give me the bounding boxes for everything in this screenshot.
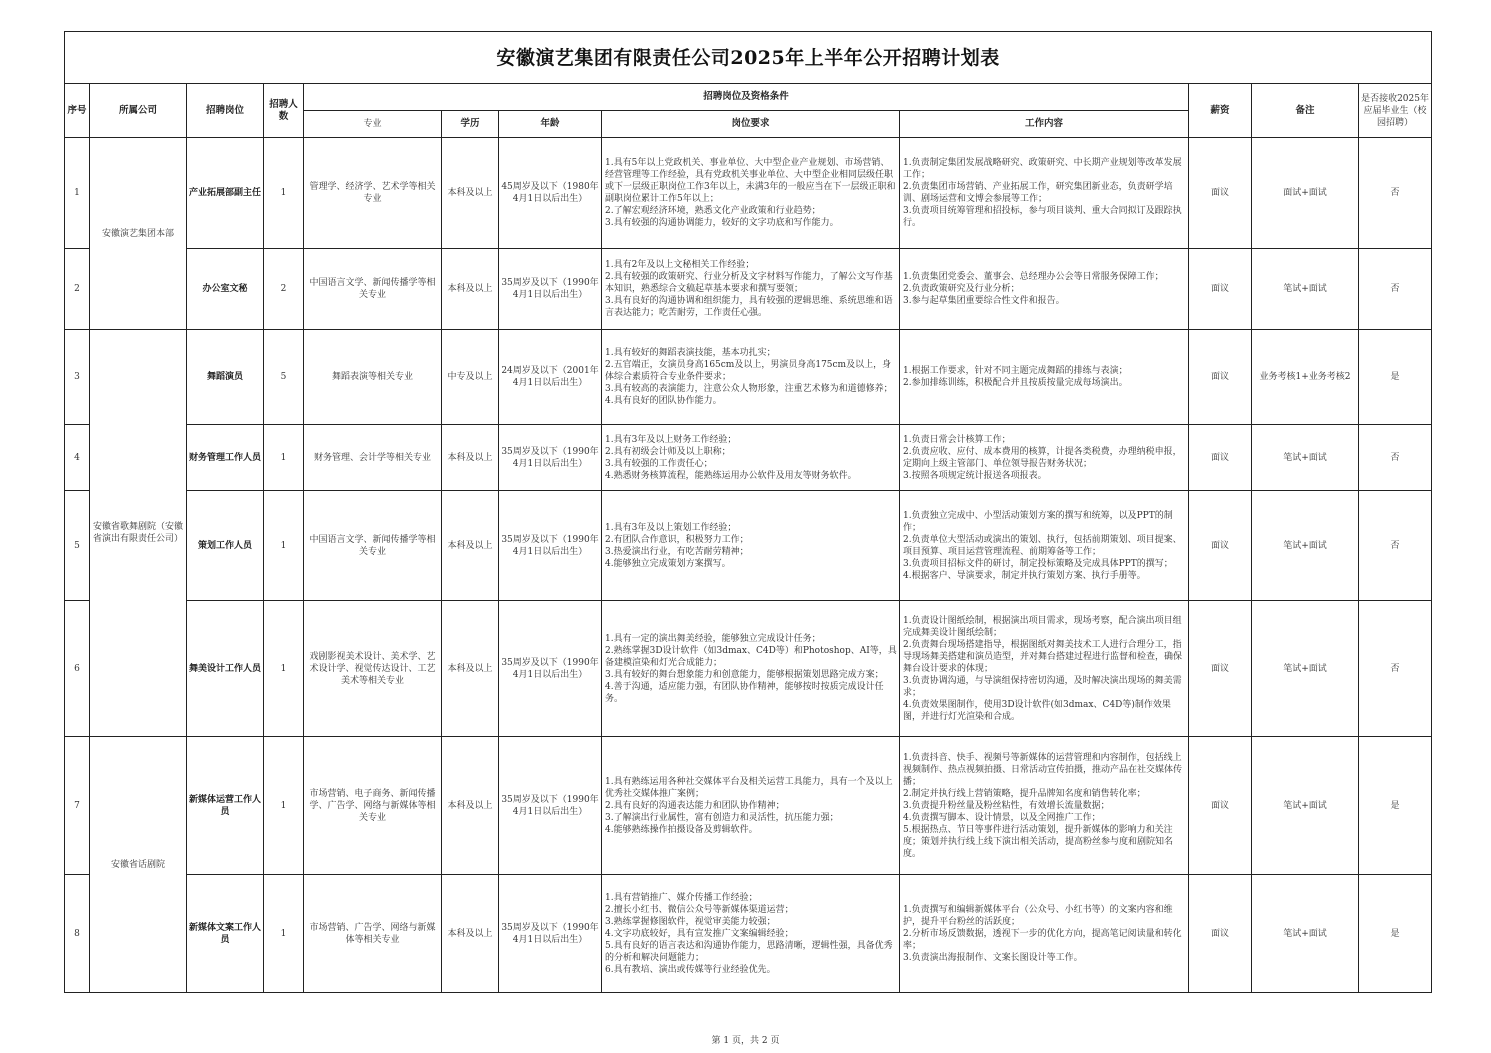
header-graduates: 是否接收2025年应届毕业生（校园招聘） (1359, 84, 1432, 138)
cell-education: 本科及以上 (442, 138, 499, 249)
requirement-line: 4.能够独立完成策划方案撰写。 (605, 558, 731, 569)
cell-salary: 面议 (1189, 425, 1252, 491)
cell-seq: 4 (65, 425, 90, 491)
header-major: 专业 (304, 111, 442, 138)
table-row (65, 138, 1432, 249)
requirement-line: 1.具有3年及以上财务工作经验； (605, 434, 737, 445)
cell-graduates: 是 (1359, 737, 1432, 875)
requirement-line: 3.具有较强的沟通协调能力，较好的文字功底和写作能力。 (605, 218, 839, 228)
cell-education: 本科及以上 (442, 249, 499, 330)
cell-age: 35周岁及以下（1990年4月1日以后出生） (499, 491, 602, 601)
cell-major: 中国语言文学、新闻传播学等相关专业 (304, 491, 442, 601)
cell-graduates: 是 (1359, 330, 1432, 425)
cell-requirements (602, 491, 900, 601)
cell-major: 管理学、经济学、艺术学等相关专业 (304, 138, 442, 249)
duty-line: 3.负责提升粉丝量及粉丝粘性，有效增长流量数据； (903, 800, 1110, 811)
cell-major: 戏剧影视美术设计、美术学、艺术设计学、视觉传达设计、工艺美术等相关专业 (304, 601, 442, 737)
table-row (65, 491, 1432, 601)
cell-graduates: 否 (1359, 491, 1432, 601)
cell-salary: 面议 (1189, 330, 1252, 425)
requirement-line: 4.善于沟通，适应能力强，有团队协作精神，能够按时按质完成设计任务。 (605, 681, 884, 704)
cell-major: 财务管理、会计学等相关专业 (304, 425, 442, 491)
duty-line: 2.负责集团市场营销、产业拓展工作，研究集团新业态，负责研学培训、剧场运营和文博会参展等工作； (903, 182, 1173, 204)
duty-line: 2.参加排练训练，积极配合并且按质按量完成每场演出。 (903, 378, 1128, 388)
table-row (65, 737, 1432, 875)
duty-line: 1.根据工作要求，针对不同主题完成舞蹈的排练与表演； (903, 366, 1128, 376)
cell-seq: 5 (65, 491, 90, 601)
duty-line: 1.负责制定集团发展战略研究、政策研究、中长期产业规划等改革发展工作； (903, 158, 1182, 180)
cell-salary: 面议 (1189, 249, 1252, 330)
duty-line: 1.负责日常会计核算工作； (903, 434, 1011, 445)
cell-requirements (602, 875, 900, 993)
header-duties: 工作内容 (900, 111, 1189, 138)
cell-position: 新媒体运营工作人员 (187, 737, 264, 875)
cell-requirements (602, 425, 900, 491)
cell-education: 本科及以上 (442, 737, 499, 875)
table-row (65, 601, 1432, 737)
requirement-line: 1.具有营销推广、媒介传播工作经验； (605, 892, 758, 903)
cell-requirements (602, 138, 900, 249)
cell-position: 办公室文秘 (187, 249, 264, 330)
requirement-line: 2.了解宏观经济环境，熟悉文化产业政策和行业趋势； (605, 206, 821, 216)
requirement-line: 1.具有一定的演出舞美经验，能够独立完成设计任务； (605, 633, 821, 644)
requirement-line: 2.具有初级会计师及以上职称； (605, 446, 731, 457)
table-row (65, 249, 1432, 330)
cell-graduates: 是 (1359, 875, 1432, 993)
cell-duties (900, 491, 1189, 601)
page-footer: 第 1 页，共 2 页 (711, 1036, 780, 1046)
cell-requirements (602, 737, 900, 875)
duty-line: 3.负责协调沟通，与导演组保持密切沟通，及时解决演出现场的舞美需求； (903, 675, 1182, 698)
cell-requirements (602, 330, 900, 425)
cell-duties (900, 875, 1189, 993)
cell-duties (900, 425, 1189, 491)
page-title: 安徽演艺集团有限责任公司2025年上半年公开招聘计划表 (65, 32, 1432, 84)
cell-duties (900, 737, 1189, 875)
cell-major: 市场营销、广告学、网络与新媒体等相关专业 (304, 875, 442, 993)
duty-line: 4.负责撰写脚本、设计情景，以及全网推广工作； (903, 812, 1101, 823)
header-conditions-group: 招聘岗位及资格条件 (304, 84, 1189, 111)
cell-duties (900, 601, 1189, 737)
duty-line: 5.根据热点、节日等事件进行活动策划，提升新媒体的影响力和关注度；策划并执行线上线下演出相关活动，提高粉丝参与度和剧院知名度。 (903, 824, 1174, 859)
requirement-line: 3.了解演出行业属性，富有创造力和灵活性，抗压能力强； (605, 812, 839, 823)
requirement-line: 1.具有5年以上党政机关、事业单位、大中型企业产业规划、市场营销、经营管理等工作经验，具有党政机关事业单位、大中型企业相同层级任职或下一层级正职岗位工作3年以上，未满3年的一般应当在下一层级正职和副职岗位累计工作5年以上； (605, 158, 896, 204)
cell-duties (900, 249, 1189, 330)
cell-duties (900, 138, 1189, 249)
requirement-line: 4.文字功底较好，具有宣发推广文案编辑经验； (605, 928, 794, 939)
cell-duties (900, 330, 1189, 425)
duty-line: 3.负责演出海报制作、文案长图设计等工作。 (903, 952, 1083, 963)
requirement-line: 2.五官端正，女演员身高165cm及以上，男演员身高175cm及以上，身体综合素质符合专业条件要求； (605, 360, 892, 382)
duty-line: 2.分析市场反馈数据，透视下一步的优化方向，提高笔记阅读量和转化率； (903, 928, 1182, 951)
cell-count: 1 (264, 425, 304, 491)
duty-line: 3.负责项目统筹管理和招投标，参与项目谈判、重大合同拟订及跟踪执行。 (903, 206, 1182, 228)
duty-line: 4.负责效果图制作，使用3D设计软件(如3dmax、C4D等)制作效果图，并进行灯光渲染和合成。 (903, 699, 1171, 722)
table-row (65, 425, 1432, 491)
requirement-line: 1.具有3年及以上策划工作经验； (605, 522, 737, 533)
cell-position: 策划工作人员 (187, 491, 264, 601)
requirement-line: 1.具有2年及以上文秘相关工作经验； (605, 260, 755, 270)
cell-seq: 2 (65, 249, 90, 330)
cell-education: 中专及以上 (442, 330, 499, 425)
cell-remarks: 笔试+面试 (1252, 491, 1359, 601)
cell-remarks: 笔试+面试 (1252, 737, 1359, 875)
requirement-line: 3.具有较高的表演能力，注意公众人物形象，注重艺术修为和道德修养； (605, 384, 893, 394)
duty-line: 1.负责设计图纸绘制，根据演出项目需求，现场考察，配合演出项目组完成舞美设计图纸绘制； (903, 615, 1182, 638)
duty-line: 3.负责项目招标文件的研讨，制定投标策略及完成具体PPT的撰写； (903, 558, 1173, 569)
cell-age: 35周岁及以下（1990年4月1日以后出生） (499, 249, 602, 330)
duty-line: 4.根据客户、导演要求，制定并执行策划方案、执行手册等。 (903, 570, 1146, 581)
cell-count: 1 (264, 601, 304, 737)
cell-graduates: 否 (1359, 138, 1432, 249)
cell-major: 舞蹈表演等相关专业 (304, 330, 442, 425)
duty-line: 3.按照各项规定统计报送各项报表。 (903, 470, 1047, 481)
cell-company: 安徽省歌舞剧院（安徽省演出有限责任公司） (90, 330, 187, 737)
duty-line: 1.负责独立完成中、小型活动策划方案的撰写和统筹，以及PPT的制作； (903, 510, 1173, 533)
duty-line: 1.负责集团党委会、董事会、总经理办公会等日常服务保障工作； (903, 272, 1164, 282)
duty-line: 2.制定并执行线上营销策略，提升品牌知名度和销售转化率； (903, 788, 1146, 799)
cell-position: 产业拓展部副主任 (187, 138, 264, 249)
requirement-line: 2.具有较强的政策研究、行业分析及文字材料写作能力，了解公文写作基本知识，熟悉综合文稿起草基本要求和撰写要领； (605, 272, 893, 294)
cell-age: 35周岁及以下（1990年4月1日以后出生） (499, 875, 602, 993)
cell-salary: 面议 (1189, 737, 1252, 875)
requirement-line: 4.能够熟练操作拍摄设备及剪辑软件。 (605, 824, 758, 835)
requirement-line: 4.具有良好的团队协作能力。 (605, 396, 722, 406)
cell-position: 舞美设计工作人员 (187, 601, 264, 737)
cell-count: 1 (264, 491, 304, 601)
cell-age: 35周岁及以下（1990年4月1日以后出生） (499, 737, 602, 875)
cell-education: 本科及以上 (442, 875, 499, 993)
cell-company: 安徽省话剧院 (90, 737, 187, 993)
duty-line: 3.参与起草集团重要综合性文件和报告。 (903, 296, 1065, 306)
duty-line: 1.负责撰写和编辑新媒体平台（公众号、小红书等）的文案内容和维护，提升平台粉丝的活跃度； (903, 904, 1173, 927)
cell-graduates: 否 (1359, 249, 1432, 330)
cell-seq: 3 (65, 330, 90, 425)
cell-education: 本科及以上 (442, 601, 499, 737)
requirement-line: 3.热爱演出行业，有吃苦耐劳精神； (605, 546, 749, 557)
requirement-line: 1.具有熟练运用各种社交媒体平台及相关运营工具能力，具有一个及以上优秀社交媒体推广案例； (605, 776, 893, 799)
cell-seq: 6 (65, 601, 90, 737)
cell-graduates: 否 (1359, 601, 1432, 737)
cell-remarks: 笔试+面试 (1252, 425, 1359, 491)
requirement-line: 4.熟悉财务核算流程，能熟练运用办公软件及用友等财务软件。 (605, 470, 857, 481)
cell-seq: 1 (65, 138, 90, 249)
cell-remarks: 面试+面试 (1252, 138, 1359, 249)
requirement-line: 3.熟练掌握修图软件，视觉审美能力较强； (605, 916, 776, 927)
header-count: 招聘人数 (264, 84, 304, 138)
cell-salary: 面议 (1189, 875, 1252, 993)
duty-line: 2.负责应收、应付、成本费用的核算，计提各类税费，办理纳税申报，定期向上级主管部门、单位领导报告财务状况； (903, 446, 1182, 469)
cell-age: 24周岁及以下（2001年4月1日以后出生） (499, 330, 602, 425)
cell-remarks: 业务考核1+业务考核2 (1252, 330, 1359, 425)
header-company: 所属公司 (90, 84, 187, 138)
cell-position: 舞蹈演员 (187, 330, 264, 425)
duty-line: 2.负责舞台现场搭建指导，根据图纸对舞美技术工人进行合理分工，指导现场舞美搭建和演员造型，并对舞台搭建过程进行监督和检查，确保舞台设计要求的体现； (903, 639, 1183, 674)
requirement-line: 6.具有教培、演出或传媒等行业经验优先。 (605, 964, 776, 975)
cell-age: 35周岁及以下（1990年4月1日以后出生） (499, 601, 602, 737)
cell-major: 市场营销、电子商务、新闻传播学、广告学、网络与新媒体等相关专业 (304, 737, 442, 875)
cell-age: 45周岁及以下（1980年4月1日以后出生） (499, 138, 602, 249)
recruitment-table (64, 31, 1432, 993)
duty-line: 2.负责单位大型活动或演出的策划、执行，包括前期策划、项目提案、项目预算、项目运营管理流程、前期筹备等工作； (903, 534, 1182, 557)
requirement-line: 1.具有较好的舞蹈表演技能，基本功扎实； (605, 348, 776, 358)
table-row (65, 330, 1432, 425)
header-requirements: 岗位要求 (602, 111, 900, 138)
cell-seq: 7 (65, 737, 90, 875)
cell-count: 5 (264, 330, 304, 425)
requirement-line: 3.具有较强的工作责任心； (605, 458, 713, 469)
cell-remarks: 笔试+面试 (1252, 601, 1359, 737)
cell-graduates: 否 (1359, 425, 1432, 491)
cell-position: 财务管理工作人员 (187, 425, 264, 491)
cell-education: 本科及以上 (442, 491, 499, 601)
header-remarks: 备注 (1252, 84, 1359, 138)
requirement-line: 2.有团队合作意识，积极努力工作； (605, 534, 749, 545)
cell-salary: 面议 (1189, 601, 1252, 737)
cell-salary: 面议 (1189, 491, 1252, 601)
cell-count: 1 (264, 875, 304, 993)
cell-remarks: 笔试+面试 (1252, 875, 1359, 993)
table-row (65, 875, 1432, 993)
cell-count: 1 (264, 737, 304, 875)
header-salary: 薪资 (1189, 84, 1252, 138)
requirement-line: 2.具有良好的沟通表达能力和团队协作精神； (605, 800, 785, 811)
cell-count: 1 (264, 138, 304, 249)
cell-requirements (602, 249, 900, 330)
requirement-line: 3.具有较好的舞台想象能力和创意能力，能够根据策划思路完成方案； (605, 669, 884, 680)
cell-remarks: 笔试+面试 (1252, 249, 1359, 330)
duty-line: 1.负责抖音、快手、视频号等新媒体的运营管理和内容制作，包括线上视频制作、热点视频拍摄、日常活动宣传拍摄，推动产品在社交媒体传播； (903, 752, 1183, 787)
cell-position: 新媒体文案工作人员 (187, 875, 264, 993)
cell-education: 本科及以上 (442, 425, 499, 491)
cell-salary: 面议 (1189, 138, 1252, 249)
requirement-line: 2.熟练掌握3D设计软件（如3dmax、C4D等）和Photoshop、AI等，具备建模渲染和灯光合成能力； (605, 645, 897, 668)
header-age: 年龄 (499, 111, 602, 138)
requirement-line: 5.具有良好的语言表达和沟通协作能力，思路清晰，逻辑性强，具备优秀的分析和解决问题能力； (605, 940, 893, 963)
requirement-line: 2.擅长小红书、微信公众号等新媒体渠道运营； (605, 904, 794, 915)
cell-company: 安徽演艺集团本部 (90, 138, 187, 330)
header-position: 招聘岗位 (187, 84, 264, 138)
header-education: 学历 (442, 111, 499, 138)
recruitment-sheet (64, 31, 1431, 993)
cell-age: 35周岁及以下（1990年4月1日以后出生） (499, 425, 602, 491)
duty-line: 2.负责政策研究及行业分析； (903, 284, 1020, 294)
cell-major: 中国语言文学、新闻传播学等相关专业 (304, 249, 442, 330)
requirement-line: 3.具有良好的沟通协调和组织能力，具有较强的逻辑思维、系统思维和语言表达能力；吃苦耐劳，工作责任心强。 (605, 296, 893, 318)
cell-requirements (602, 601, 900, 737)
cell-seq: 8 (65, 875, 90, 993)
cell-count: 2 (264, 249, 304, 330)
header-seq: 序号 (65, 84, 90, 138)
